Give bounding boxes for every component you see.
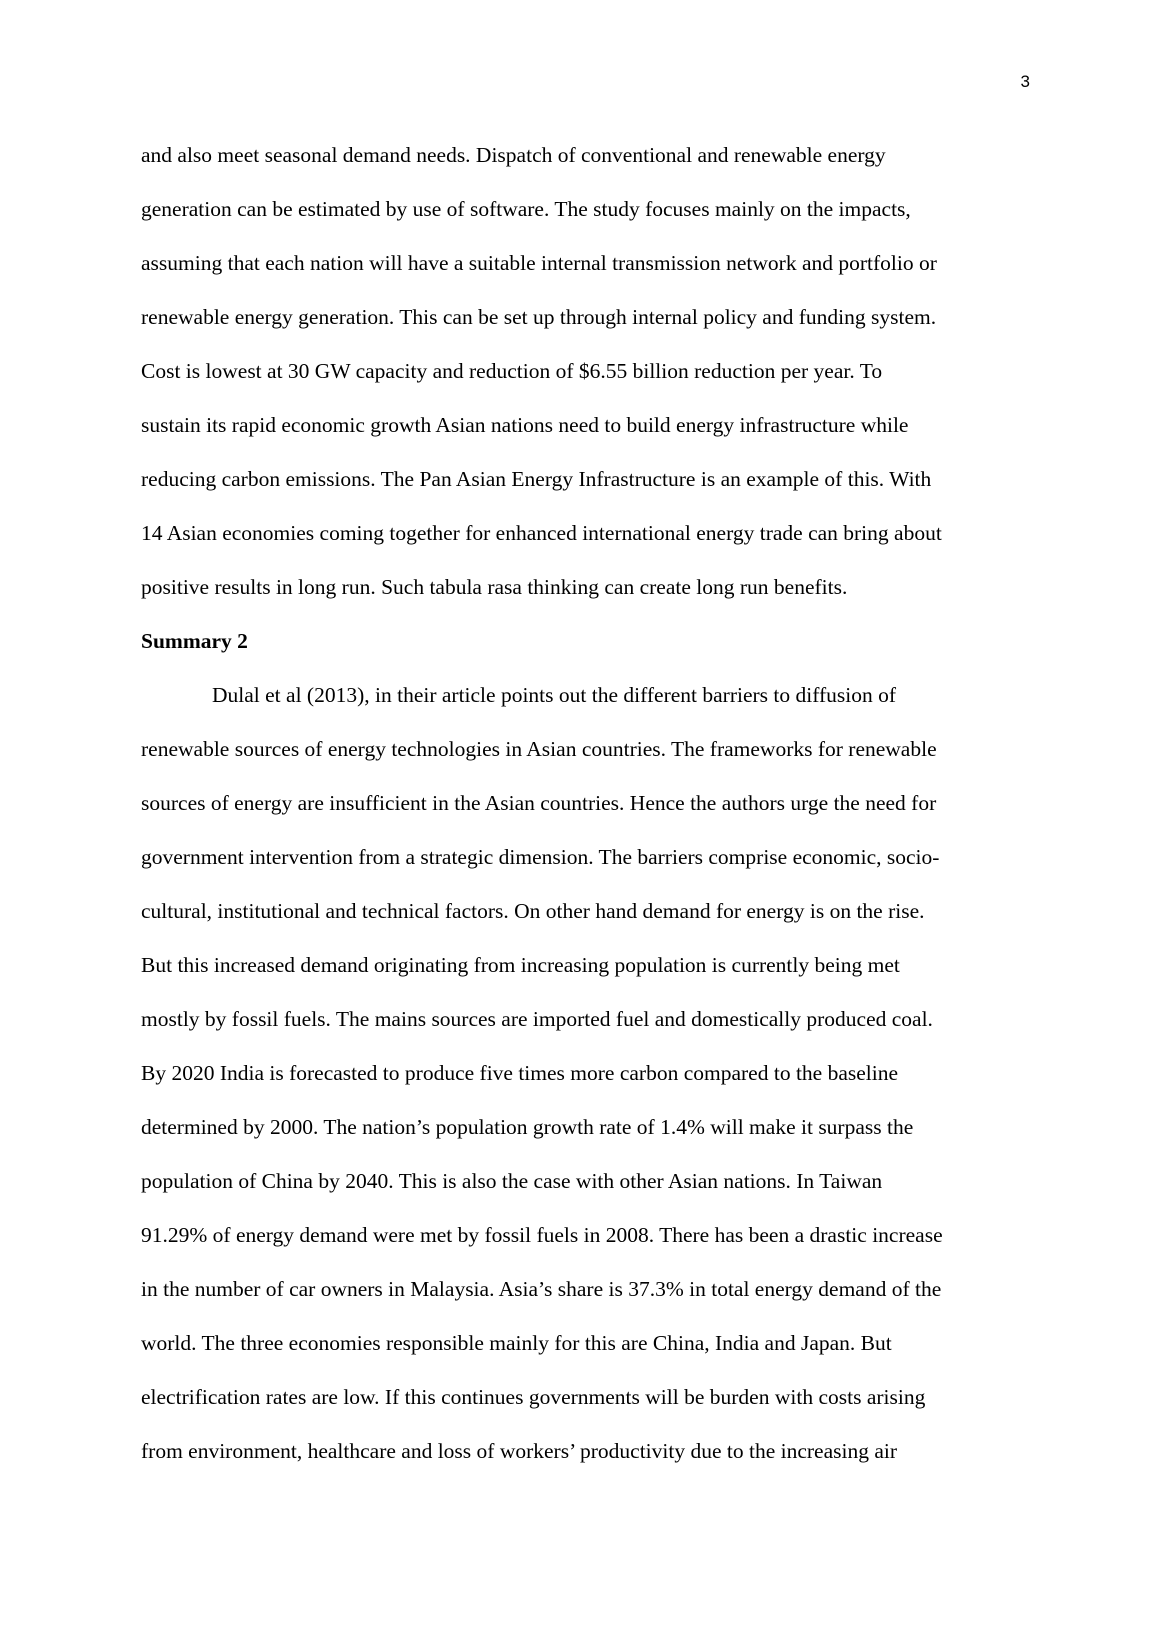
paragraph-line: But this increased demand originating from increasing population is currently being met: [141, 953, 900, 977]
paragraph-line: in the number of car owners in Malaysia. Asia’s share is 37.3% in total energy demand of the: [141, 1277, 942, 1301]
paragraph-line: 91.29% of energy demand were met by fossil fuels in 2008. There has been a drastic increase: [141, 1223, 943, 1247]
section-heading: Summary 2: [141, 629, 248, 653]
paragraph-line: sources of energy are insufficient in the Asian countries. Hence the authors urge the need for: [141, 791, 937, 815]
paragraph-line: government intervention from a strategic dimension. The barriers comprise economic, socio-: [141, 845, 940, 869]
paragraph-line: Cost is lowest at 30 GW capacity and reduction of $6.55 billion reduction per year. To: [141, 359, 883, 383]
page-number: 3: [1020, 72, 1030, 91]
paragraph-line: population of China by 2040. This is also the case with other Asian nations. In Taiwan: [141, 1169, 883, 1193]
paragraph-line: By 2020 India is forecasted to produce five times more carbon compared to the baseline: [141, 1061, 899, 1085]
paragraph-line: positive results in long run. Such tabula rasa thinking can create long run benefits.: [141, 575, 848, 599]
paragraph-line: renewable sources of energy technologies in Asian countries. The frameworks for renewable: [141, 737, 937, 761]
paragraph-line: and also meet seasonal demand needs. Dispatch of conventional and renewable energy: [141, 143, 886, 167]
paragraph-line: determined by 2000. The nation’s population growth rate of 1.4% will make it surpass the: [141, 1115, 914, 1139]
paragraph-line: assuming that each nation will have a suitable internal transmission network and portfolio or: [141, 251, 937, 275]
paragraph-line: 14 Asian economies coming together for enhanced international energy trade can bring about: [141, 521, 942, 545]
paragraph-line: reducing carbon emissions. The Pan Asian Energy Infrastructure is an example of this. With: [141, 467, 932, 491]
paragraph-line: electrification rates are low. If this continues governments will be burden with costs arising: [141, 1385, 926, 1409]
paragraph-line: world. The three economies responsible mainly for this are China, India and Japan. But: [141, 1331, 892, 1355]
paragraph-line: sustain its rapid economic growth Asian nations need to build energy infrastructure while: [141, 413, 909, 437]
paragraph-line: renewable energy generation. This can be set up through internal policy and funding system.: [141, 305, 937, 329]
paragraph-line: Dulal et al (2013), in their article points out the different barriers to diffusion of: [212, 683, 897, 707]
paragraph-line: mostly by fossil fuels. The mains sources are imported fuel and domestically produced coal.: [141, 1007, 933, 1031]
paragraph-line: generation can be estimated by use of software. The study focuses mainly on the impacts,: [141, 197, 911, 221]
paragraph-line: from environment, healthcare and loss of workers’ productivity due to the increasing air: [141, 1439, 898, 1463]
paragraph-line: cultural, institutional and technical factors. On other hand demand for energy is on the rise.: [141, 899, 925, 923]
